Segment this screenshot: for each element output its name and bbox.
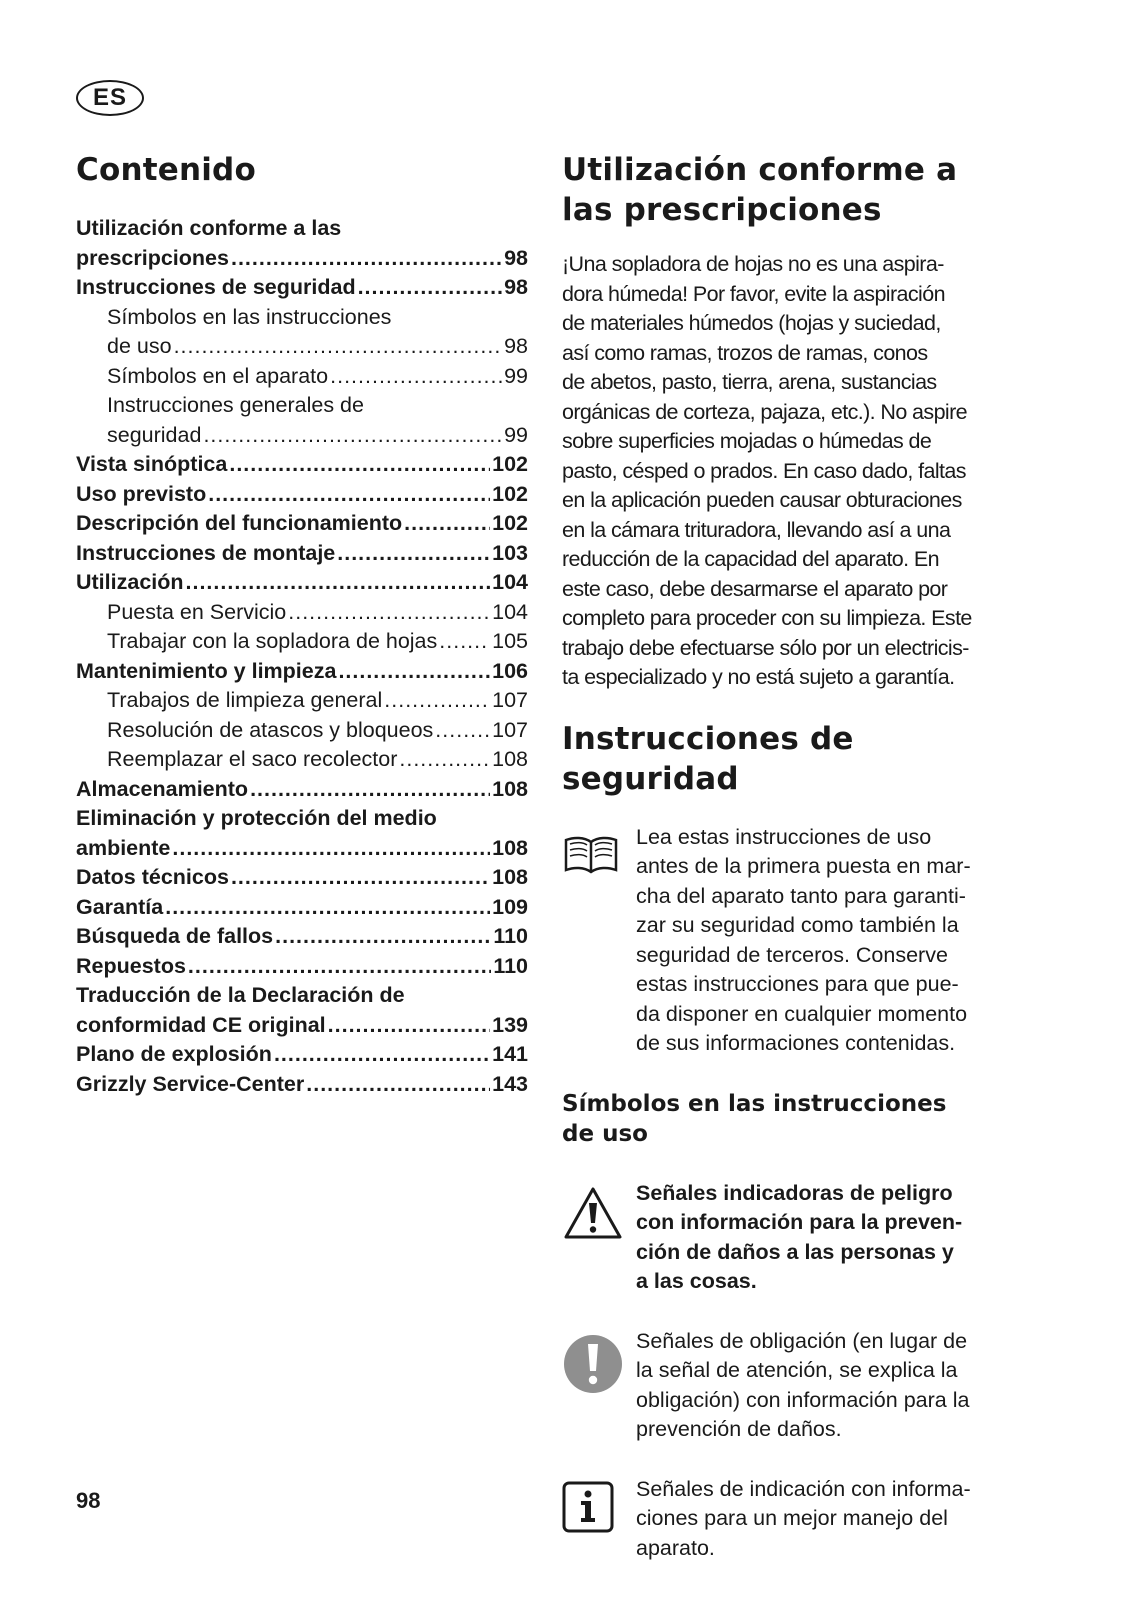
paragraph-line: seguridad de terceros. Conserve: [636, 942, 948, 967]
toc-dot-leader: [250, 775, 490, 805]
toc-dot-leader: [358, 273, 503, 303]
toc-entry-label: Instrucciones generales de: [107, 393, 364, 417]
danger-signs-block: [562, 1179, 1014, 1297]
paragraph-line: trabajo debe efectuarse sólo por un electricis-: [562, 635, 969, 660]
toc-entry-page: 108: [492, 865, 528, 889]
toc-entry-page: 103: [492, 540, 528, 565]
toc-entry-page: 107: [492, 717, 528, 742]
toc-entry-label: prescripciones: [76, 245, 229, 270]
toc-entry: [76, 450, 528, 480]
toc-dot-leader: [188, 952, 491, 982]
toc-entry-page: 106: [492, 658, 528, 683]
toc-entry-label: Eliminación y protección del medio: [76, 806, 437, 830]
toc-entry-label: Descripción del funcionamiento: [76, 511, 403, 535]
toc-entry-page: 102: [492, 511, 528, 535]
toc-entry-label: Reemplazar el saco recolector: [107, 747, 398, 771]
contents-column: [76, 150, 528, 1099]
toc-entry-label: Trabajar con la sopladora de hojas: [107, 629, 438, 653]
toc-dot-leader: [172, 834, 490, 864]
toc-entry-label: Símbolos en el aparato: [107, 363, 329, 388]
page-number: 98: [76, 1488, 101, 1513]
toc-entry-label: Datos técnicos: [76, 865, 229, 889]
toc-entry-page: 108: [492, 747, 528, 771]
toc-dot-leader: [328, 1011, 490, 1041]
toc-entry: [76, 598, 528, 628]
symbols-title-line1: Símbolos en las instrucciones: [562, 1090, 947, 1117]
toc-entry-page: 102: [492, 481, 528, 506]
toc-entry-label: Trabajos de limpieza general: [107, 688, 383, 712]
toc-dot-leader: [203, 421, 502, 451]
toc-entry-label: Garantía: [76, 894, 164, 919]
toc-dot-leader: [288, 598, 490, 628]
contents-title: Contenido: [76, 152, 256, 188]
paragraph-line: aparato.: [636, 1535, 715, 1560]
info-square-icon: [562, 1475, 636, 1538]
info-signs-block: [562, 1475, 1014, 1564]
toc-entry-label: Resolución de atascos y bloqueos: [107, 717, 434, 742]
toc-entry: [76, 745, 528, 775]
toc-entry-label: conformidad CE original: [76, 1012, 326, 1037]
paragraph-line: dora húmeda! Por favor, evite la aspiración: [562, 281, 945, 306]
intended-use-title-line1: Utilización conforme a: [562, 152, 958, 188]
paragraph-line: pasto, césped o prados. En caso dado, faltas: [562, 458, 966, 483]
toc-entry-label: Mantenimiento y limpieza: [76, 658, 337, 683]
toc-entry: [76, 509, 528, 539]
paragraph-line: de sus informaciones contenidas.: [636, 1031, 956, 1055]
intended-use-title-line2: las prescripciones: [562, 192, 882, 228]
toc-entry-page: 110: [493, 924, 528, 948]
toc-entry-page: 143: [492, 1071, 528, 1096]
toc-dot-leader: [231, 244, 502, 274]
toc-entry-page: 104: [492, 599, 528, 624]
toc-entry-page: 141: [492, 1042, 528, 1066]
toc-entry-page: 98: [504, 275, 528, 299]
paragraph-line: prevención de daños.: [636, 1417, 842, 1441]
toc-entry-label: de uso: [107, 334, 172, 358]
paragraph-line: de abetos, pasto, tierra, arena, sustancias: [562, 370, 937, 394]
symbols-title-line2: de uso: [562, 1120, 648, 1147]
toc-entry-page: 98: [504, 334, 528, 358]
toc-entry: [76, 716, 528, 746]
toc-entry-label: Instrucciones de montaje: [76, 540, 336, 565]
toc-entry: [76, 775, 528, 805]
toc-entry: [76, 332, 528, 362]
toc-entry-page: 139: [492, 1012, 528, 1037]
exclamation-circle-icon: [562, 1327, 636, 1400]
toc-dot-leader: [231, 863, 490, 893]
toc-entry: [76, 863, 528, 893]
toc-entry: [76, 922, 528, 952]
paragraph-line: obligación) con información para la: [636, 1387, 970, 1412]
safety-instructions-title: Instrucciones de seguridad: [562, 720, 854, 797]
toc-entry: [76, 244, 528, 274]
paragraph-line: con información para la preven-: [636, 1210, 963, 1234]
paragraph-line: da disponer en cualquier momento: [636, 1001, 968, 1026]
toc-entry-page: 108: [492, 776, 528, 801]
toc-entry: [76, 952, 528, 982]
toc-entry-page: 99: [504, 363, 528, 388]
toc-entry: [76, 273, 528, 303]
toc-entry: [76, 539, 528, 569]
toc-entry: [76, 480, 528, 510]
toc-entry-label: Búsqueda de fallos: [76, 924, 274, 948]
paragraph-line: ción de daños a las personas y: [636, 1239, 954, 1264]
language-badge: ES: [76, 80, 144, 116]
toc-entry: [76, 834, 528, 864]
toc-entry: [76, 1011, 528, 1041]
paragraph-line: ¡Una sopladora de hojas no es una aspira-: [562, 252, 944, 276]
toc-dot-leader: [337, 539, 490, 569]
toc-entry-label: Uso previsto: [76, 481, 207, 506]
toc-entry: [76, 1070, 528, 1100]
paragraph-line: en la cámara trituradora, llevando así a una: [562, 517, 951, 542]
toc-entry-page: 104: [492, 570, 528, 594]
toc-entry-page: 99: [504, 422, 528, 447]
paragraph-line: la señal de atención, se explica la: [636, 1358, 958, 1382]
toc-dot-leader: [186, 568, 491, 598]
paragraph-line: Señales de obligación (en lugar de: [636, 1328, 968, 1353]
book-icon: [562, 823, 636, 880]
toc-entry-label: Vista sinóptica: [76, 452, 228, 476]
paragraph-line: Señales indicadoras de peligro: [636, 1180, 953, 1205]
toc-dot-leader: [165, 893, 490, 923]
intended-use-paragraph: [562, 250, 1014, 693]
toc-dot-leader: [275, 922, 491, 952]
toc-entry: [76, 303, 528, 333]
toc-dot-leader: [338, 657, 490, 687]
toc-entry-label: seguridad: [107, 422, 202, 447]
warning-triangle-icon: [562, 1179, 636, 1246]
danger-signs-text: [636, 1179, 1014, 1297]
toc-dot-leader: [439, 627, 490, 657]
toc-entry-label: Símbolos en las instrucciones: [107, 304, 392, 329]
toc-entry: [76, 686, 528, 716]
paragraph-line: zar su seguridad como también la: [636, 913, 959, 937]
toc-entry-label: ambiente: [76, 835, 171, 860]
toc-entry-label: Puesta en Servicio: [107, 599, 287, 624]
toc-entry: [76, 421, 528, 451]
symbols-title: [562, 1089, 1014, 1149]
toc-dot-leader: [330, 362, 502, 392]
toc-dot-leader: [306, 1070, 490, 1100]
intended-use-title: [562, 150, 1014, 230]
toc-entry: [76, 391, 528, 421]
obligation-signs-text: [636, 1327, 1014, 1445]
toc-dot-leader: [399, 745, 490, 775]
toc-entry-page: 110: [493, 953, 528, 978]
toc-entry-page: 98: [504, 245, 528, 270]
paragraph-line: cha del aparato tanto para garanti-: [636, 883, 966, 908]
paragraph-line: este caso, debe desarmarse el aparato por: [562, 576, 948, 601]
paragraph-line: antes de la primera puesta en mar-: [636, 854, 971, 878]
toc-dot-leader: [384, 686, 490, 716]
paragraph-line: a las cosas.: [636, 1269, 757, 1293]
toc-dot-leader: [435, 716, 490, 746]
toc-entry: [76, 981, 528, 1011]
paragraph-line: ta especializado y no está sujeto a garantía.: [562, 665, 955, 689]
toc-entry-label: Utilización: [76, 570, 184, 594]
toc-entry-label: Traducción de la Declaración de: [76, 983, 405, 1007]
paragraph-line: Señales de indicación con informa-: [636, 1476, 971, 1501]
toc-entry: [76, 657, 528, 687]
toc-entry: [76, 804, 528, 834]
obligation-signs-block: [562, 1327, 1014, 1445]
toc-entry-label: Repuestos: [76, 953, 186, 978]
toc-entry-label: Grizzly Service-Center: [76, 1071, 305, 1096]
toc-entry: [76, 1040, 528, 1070]
toc-dot-leader: [229, 450, 490, 480]
paragraph-line: en la aplicación pueden causar obturaciones: [562, 488, 962, 512]
toc-entry-page: 107: [492, 688, 528, 712]
paragraph-line: ciones para un mejor manejo del: [636, 1506, 948, 1530]
toc-dot-leader: [274, 1040, 490, 1070]
paragraph-line: reducción de la capacidad del aparato. En: [562, 547, 940, 571]
toc-entry-label: Plano de explosión: [76, 1042, 272, 1066]
paragraph-line: completo para proceder con su limpieza. Este: [562, 606, 972, 630]
toc-entry: [76, 214, 528, 244]
toc-entry-label: Instrucciones de seguridad: [76, 275, 356, 299]
info-signs-text: [636, 1475, 1014, 1564]
table-of-contents: [76, 214, 528, 1099]
paragraph-line: sobre superficies mojadas o húmedas de: [562, 429, 932, 453]
toc-entry-label: Utilización conforme a las: [76, 216, 342, 240]
toc-dot-leader: [174, 332, 503, 362]
toc-entry-page: 109: [492, 894, 528, 919]
toc-entry-page: 108: [492, 835, 528, 860]
paragraph-line: así como ramas, trozos de ramas, conos: [562, 340, 928, 365]
toc-entry-page: 105: [492, 629, 528, 653]
toc-entry-label: Almacenamiento: [76, 776, 249, 801]
toc-entry-page: 102: [492, 452, 528, 476]
paragraph-line: orgánicas de corteza, pajaza, etc.). No aspire: [562, 399, 968, 424]
toc-entry: [76, 627, 528, 657]
paragraph-line: Lea estas instrucciones de uso: [636, 824, 932, 849]
toc-dot-leader: [208, 480, 490, 510]
read-manual-block: [562, 823, 1014, 1059]
read-manual-text: [636, 823, 1014, 1059]
toc-entry: [76, 568, 528, 598]
toc-entry: [76, 893, 528, 923]
toc-dot-leader: [404, 509, 490, 539]
toc-entry: [76, 362, 528, 392]
right-column: [562, 150, 1014, 1563]
paragraph-line: de materiales húmedos (hojas y suciedad,: [562, 311, 941, 335]
paragraph-line: estas instrucciones para que pue-: [636, 972, 959, 996]
